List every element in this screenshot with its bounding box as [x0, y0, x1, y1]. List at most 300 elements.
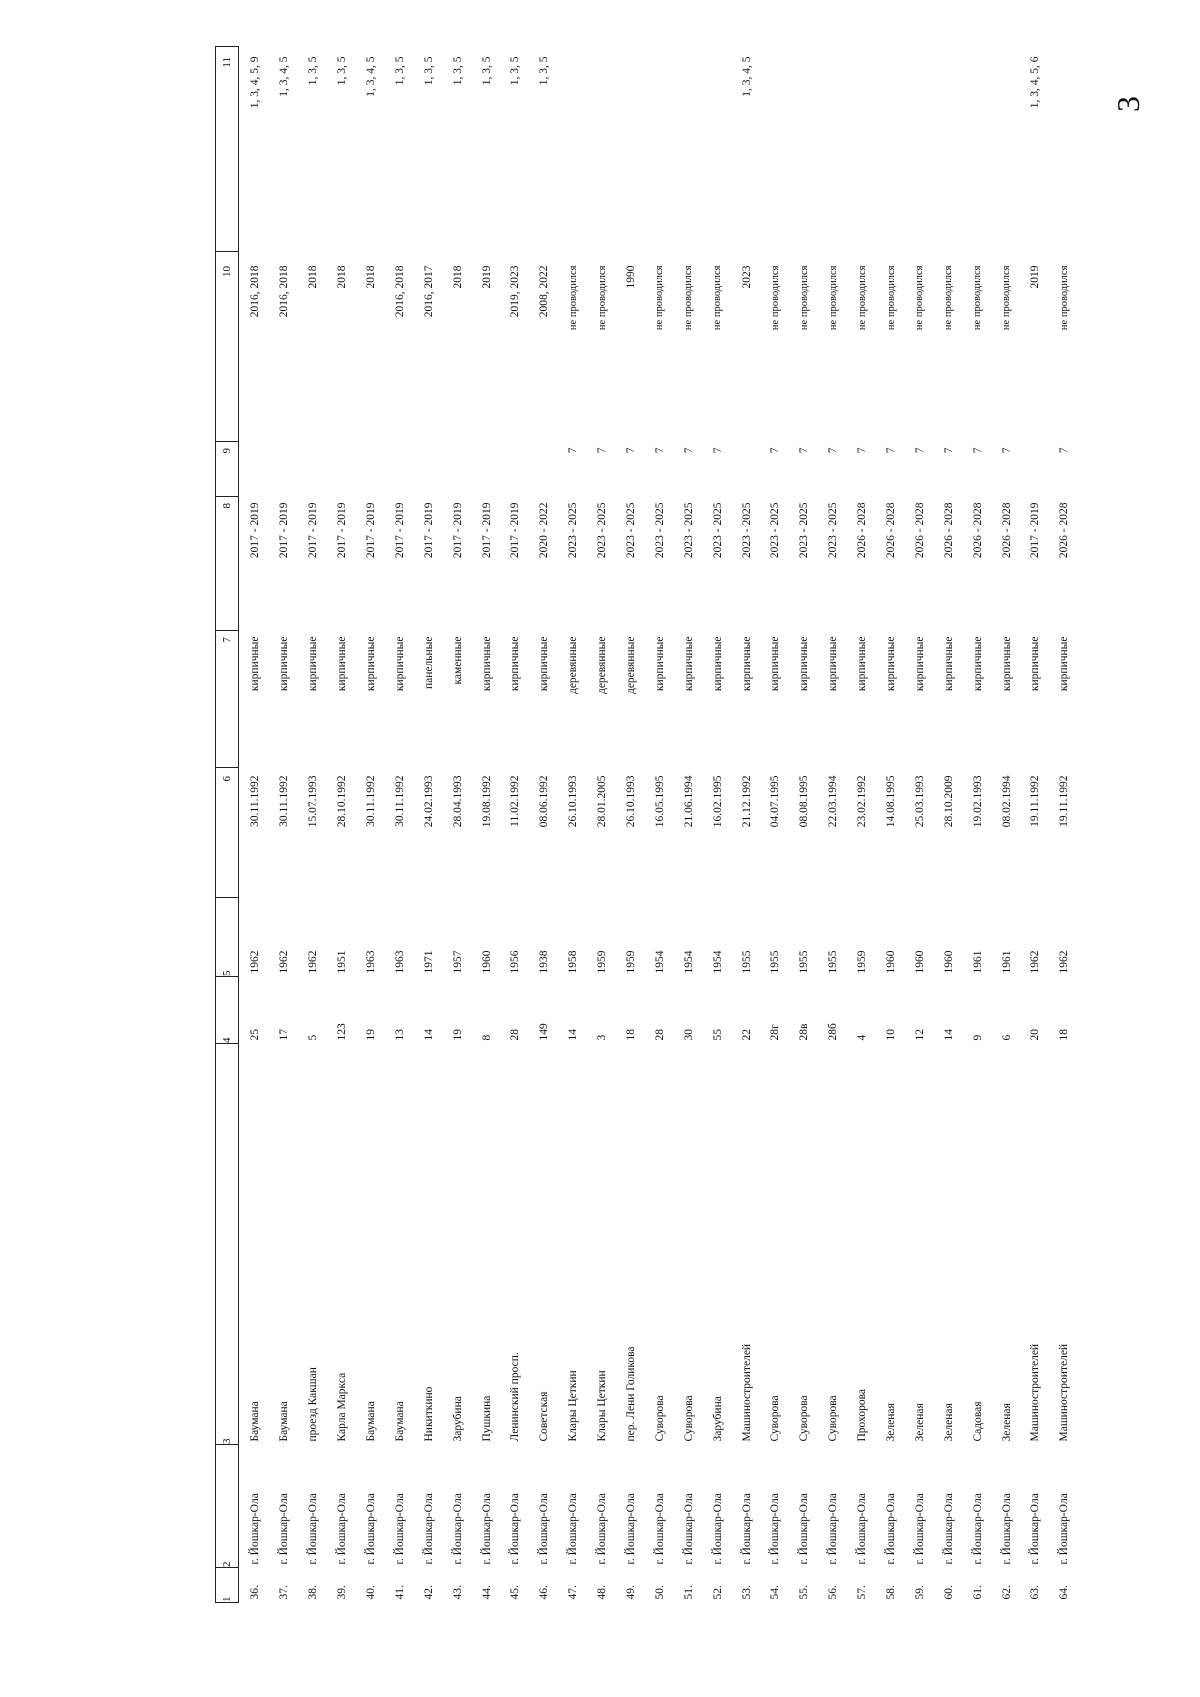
- cell-col-2: г. Йошкар-Ола: [422, 1493, 435, 1565]
- housing-table: [215, 46, 1079, 1603]
- cell-col-7: кирпичные: [682, 636, 695, 692]
- rotated-table-container: [215, 56, 1071, 1603]
- cell-col-2: г. Йошкар-Ола: [682, 1493, 695, 1565]
- cell-col-3: Зарубина: [451, 1396, 464, 1442]
- cell-col-11: 1, 3, 5: [538, 56, 551, 86]
- cell-col-6: 19.02.1993: [971, 775, 984, 828]
- column-header-3: 3: [216, 1044, 239, 1445]
- cell-col-2: г. Йошкар-Ола: [885, 1493, 898, 1565]
- cell-col-8: 2026 - 2028: [942, 502, 955, 559]
- cell-col-8: 2023 - 2025: [798, 502, 811, 559]
- cell-col-1: 61.: [971, 1585, 984, 1600]
- column-header-11: 11: [216, 47, 239, 252]
- cell-col-8: 2017 - 2019: [451, 502, 464, 559]
- cell-col-9: [414, 442, 443, 497]
- cell-col-9: 7: [711, 447, 724, 454]
- cell-col-5: 1963: [393, 950, 406, 974]
- cell-col-9: 7: [798, 447, 811, 454]
- cell-col-9: 7: [653, 447, 666, 454]
- cell-col-5: 1963: [365, 950, 377, 974]
- cell-col-9: [270, 442, 299, 497]
- cell-col-2: г. Йошкар-Ола: [307, 1493, 320, 1565]
- cell-col-7: кирпичные: [856, 636, 869, 692]
- header-row: [216, 47, 239, 1603]
- cell-col-3: Суворова: [827, 1395, 840, 1442]
- table-row: [530, 47, 559, 1603]
- cell-col-8: 2023 - 2025: [596, 502, 609, 559]
- cell-col-4: 13: [393, 1029, 406, 1041]
- cell-col-10: 1990: [625, 265, 638, 289]
- cell-col-2: г. Йошкар-Ола: [451, 1493, 464, 1565]
- table-row: [357, 47, 386, 1603]
- cell-col-1: 42.: [422, 1585, 435, 1600]
- cell-col-4: 14: [567, 1029, 580, 1041]
- cell-col-10: не проводился: [914, 265, 926, 331]
- cell-col-3: Суворова: [653, 1395, 666, 1442]
- cell-col-5: 1956: [509, 950, 522, 974]
- cell-col-7: кирпичные: [971, 636, 984, 692]
- cell-col-11: [963, 47, 992, 252]
- cell-col-10: не проводился: [856, 265, 868, 331]
- cell-col-7: кирпичные: [509, 636, 522, 692]
- cell-col-1: 63.: [1029, 1585, 1042, 1600]
- cell-col-1: 50.: [653, 1585, 666, 1600]
- cell-col-9: [357, 442, 386, 497]
- table-row: [299, 47, 328, 1603]
- cell-col-4: 17: [278, 1029, 291, 1041]
- cell-col-1: 44.: [480, 1585, 493, 1600]
- cell-col-4: 28г: [769, 1024, 782, 1041]
- table-row: [559, 47, 588, 1603]
- table-row: [443, 47, 472, 1603]
- cell-col-10: 2016, 2018: [393, 265, 406, 318]
- cell-col-8: 2017 - 2019: [1029, 502, 1042, 559]
- cell-col-1: 43.: [451, 1585, 464, 1600]
- cell-col-2: г. Йошкар-Ола: [798, 1493, 811, 1565]
- cell-col-11: [848, 47, 877, 252]
- cell-col-6: 30.11.1992: [393, 775, 406, 827]
- cell-col-6: 21.12.1992: [740, 775, 753, 828]
- cell-col-8: 2017 - 2019: [336, 502, 349, 559]
- cell-col-10: 2023: [740, 265, 753, 289]
- cell-col-1: 39.: [336, 1585, 349, 1600]
- cell-col-3: Суворова: [798, 1395, 811, 1442]
- cell-col-9: [385, 442, 414, 497]
- cell-col-6: 16.05.1995: [653, 775, 666, 828]
- cell-col-11: [905, 47, 934, 252]
- cell-col-10: 2018: [365, 265, 377, 289]
- table-row: [501, 47, 530, 1603]
- cell-col-8: 2023 - 2025: [653, 502, 666, 559]
- cell-col-8: 2023 - 2025: [567, 502, 580, 559]
- cell-col-5: 1961: [1000, 950, 1013, 974]
- column-header-6: 6: [216, 768, 239, 898]
- cell-col-6: 26.10.1993: [567, 775, 580, 828]
- cell-col-4: 12: [913, 1029, 926, 1041]
- cell-col-2: г. Йошкар-Ола: [827, 1493, 840, 1565]
- cell-col-4: 28: [509, 1029, 522, 1041]
- cell-col-3: Карла Маркса: [336, 1372, 349, 1442]
- cell-col-9: 7: [913, 447, 926, 454]
- cell-col-6: 16.02.1995: [711, 775, 724, 828]
- cell-col-1: 56.: [827, 1585, 840, 1600]
- cell-col-11: [559, 47, 588, 252]
- cell-col-8: 2023 - 2025: [740, 502, 753, 559]
- cell-col-8: 2017 - 2019: [509, 502, 522, 559]
- cell-col-5: 1962: [1058, 950, 1071, 974]
- page-number: 3: [1110, 96, 1146, 112]
- table-header: [216, 47, 239, 1603]
- cell-col-4: 30: [682, 1029, 695, 1041]
- cell-col-11: [992, 47, 1021, 252]
- cell-col-1: 41.: [393, 1585, 406, 1600]
- cell-col-7: кирпичные: [1000, 636, 1013, 692]
- cell-col-6: 23.02.1992: [856, 775, 869, 828]
- cell-col-2: г. Йошкар-Ола: [1029, 1493, 1042, 1565]
- cell-col-5: 1955: [827, 950, 840, 974]
- cell-col-4: 22: [740, 1029, 753, 1041]
- cell-col-7: кирпичные: [798, 636, 811, 692]
- cell-col-3: Суворова: [682, 1395, 695, 1442]
- table-row: [934, 47, 963, 1603]
- cell-col-4: 149: [538, 1023, 551, 1041]
- cell-col-5: 1960: [885, 950, 898, 974]
- cell-col-5: 1961: [971, 950, 984, 974]
- cell-col-5: 1955: [740, 950, 753, 974]
- table-row: [328, 47, 357, 1603]
- cell-col-3: Зарубина: [711, 1396, 724, 1442]
- cell-col-3: Баумана: [393, 1401, 406, 1442]
- cell-col-7: кирпичные: [885, 636, 898, 692]
- cell-col-2: г. Йошкар-Ола: [971, 1493, 984, 1565]
- cell-col-8: 2020 - 2022: [538, 502, 551, 559]
- cell-col-8: 2023 - 2025: [769, 502, 782, 559]
- cell-col-8: 2023 - 2025: [711, 502, 724, 559]
- table-row: [963, 47, 992, 1603]
- cell-col-9: 7: [682, 447, 695, 454]
- cell-col-2: г. Йошкар-Ола: [769, 1493, 782, 1565]
- cell-col-5: 1957: [451, 950, 464, 974]
- cell-col-6: 21.06.1994: [682, 775, 695, 828]
- table-row: [1021, 47, 1050, 1603]
- cell-col-7: кирпичные: [769, 636, 782, 692]
- cell-col-7: кирпичные: [913, 636, 926, 692]
- cell-col-4: 5: [307, 1034, 320, 1041]
- cell-col-10: 2019, 2023: [509, 265, 522, 318]
- cell-col-11: [645, 47, 674, 252]
- cell-col-6: 25.03.1993: [913, 775, 926, 828]
- cell-col-2: г. Йошкар-Ола: [336, 1493, 349, 1565]
- column-header-7: 7: [216, 631, 239, 768]
- cell-col-2: г. Йошкар-Ола: [538, 1493, 551, 1565]
- cell-col-8: 2017 - 2019: [365, 502, 377, 559]
- cell-col-3: Клары Цеткин: [567, 1370, 580, 1442]
- cell-col-6: 08.02.1994: [1000, 775, 1013, 828]
- cell-col-8: 2023 - 2025: [625, 502, 638, 559]
- cell-col-7: каменные: [451, 636, 464, 685]
- table-row: [732, 47, 761, 1603]
- cell-col-9: [501, 442, 530, 497]
- cell-col-1: 54.: [769, 1585, 782, 1600]
- cell-col-4: 28: [653, 1029, 666, 1041]
- cell-col-5: 1960: [913, 950, 926, 974]
- cell-col-5: 1960: [942, 950, 955, 974]
- cell-col-2: г. Йошкар-Ола: [711, 1493, 724, 1565]
- cell-col-7: кирпичные: [307, 636, 320, 692]
- cell-col-1: 53.: [740, 1585, 753, 1600]
- column-header-9: 9: [216, 442, 239, 497]
- cell-col-4: 123: [336, 1023, 349, 1041]
- column-header-10: 10: [216, 252, 239, 442]
- cell-col-1: 64.: [1058, 1585, 1071, 1600]
- table-row: [790, 47, 819, 1603]
- cell-col-11: [674, 47, 703, 252]
- cell-col-4: 14: [942, 1029, 955, 1041]
- cell-col-10: 2018: [336, 265, 349, 289]
- cell-col-4: 55: [711, 1029, 724, 1041]
- cell-col-6: 30.11.1992: [278, 775, 291, 827]
- cell-col-10: не проводился: [683, 265, 695, 331]
- cell-col-5: 1962: [307, 950, 320, 974]
- cell-col-6: 28.10.2009: [942, 775, 955, 828]
- cell-col-1: 55.: [798, 1585, 811, 1600]
- table-row: [385, 47, 414, 1603]
- cell-col-3: Баумана: [278, 1401, 291, 1442]
- cell-col-6: 28.01.2005: [596, 775, 609, 828]
- cell-col-4: 28в: [798, 1023, 811, 1041]
- table-row: [588, 47, 617, 1603]
- table-row: [472, 47, 501, 1603]
- cell-col-3: пер. Лени Голикова: [625, 1346, 638, 1442]
- cell-col-9: 7: [625, 447, 638, 454]
- cell-col-11: [790, 47, 819, 252]
- cell-col-7: кирпичные: [278, 636, 291, 692]
- cell-col-8: 2026 - 2028: [1000, 502, 1013, 559]
- cell-col-5: 1960: [480, 950, 493, 974]
- cell-col-6: 26.10.1993: [625, 775, 638, 828]
- cell-col-11: 1, 3, 4, 5, 6: [1029, 56, 1042, 109]
- cell-col-10: не проводился: [712, 265, 724, 331]
- cell-col-11: [588, 47, 617, 252]
- cell-col-3: Баумана: [249, 1401, 262, 1442]
- cell-col-1: 49.: [625, 1585, 638, 1600]
- cell-col-1: 59.: [913, 1585, 926, 1600]
- cell-col-10: 2018: [307, 265, 320, 289]
- cell-col-4: 3: [596, 1034, 609, 1041]
- cell-col-2: г. Йошкар-Ола: [856, 1493, 869, 1565]
- cell-col-10: не проводился: [798, 265, 810, 331]
- cell-col-9: [1021, 442, 1050, 497]
- cell-col-4: 8: [480, 1034, 493, 1041]
- cell-col-5: 1954: [682, 950, 695, 974]
- cell-col-6: 11.02.1992: [509, 775, 522, 827]
- cell-col-4: 9: [971, 1034, 984, 1041]
- cell-col-11: [1050, 47, 1079, 252]
- cell-col-10: 2019: [480, 265, 493, 289]
- cell-col-9: 7: [856, 447, 869, 454]
- table-row: [270, 47, 299, 1603]
- cell-col-2: г. Йошкар-Ола: [393, 1493, 406, 1565]
- cell-col-8: 2017 - 2019: [393, 502, 406, 559]
- cell-col-1: 52.: [711, 1585, 724, 1600]
- cell-col-7: кирпичные: [653, 636, 666, 692]
- cell-col-5: 1971: [422, 950, 435, 974]
- cell-col-10: не проводился: [567, 265, 579, 331]
- cell-col-11: [877, 47, 906, 252]
- cell-col-6: 30.11.1992: [249, 775, 262, 827]
- table-row: [848, 47, 877, 1603]
- cell-col-1: 46.: [538, 1585, 551, 1600]
- cell-col-11: [934, 47, 963, 252]
- cell-col-4: 10: [885, 1029, 898, 1041]
- table-row: [645, 47, 674, 1603]
- cell-col-10: 2016, 2018: [249, 265, 262, 318]
- cell-col-7: деревянные: [567, 636, 580, 695]
- cell-col-7: кирпичные: [1058, 636, 1071, 692]
- cell-col-2: г. Йошкар-Ола: [913, 1493, 926, 1565]
- table-row: [414, 47, 443, 1603]
- cell-col-6: 28.10.1992: [336, 775, 349, 828]
- cell-col-1: 60.: [942, 1585, 955, 1600]
- cell-col-8: 2026 - 2028: [913, 502, 926, 559]
- table-row: [905, 47, 934, 1603]
- cell-col-1: 37.: [278, 1585, 291, 1600]
- cell-col-5: 1959: [625, 950, 638, 974]
- column-header-8: 8: [216, 497, 239, 631]
- cell-col-9: [328, 442, 357, 497]
- cell-col-3: Суворова: [769, 1395, 782, 1442]
- cell-col-3: Машиностроителей: [1029, 1343, 1042, 1442]
- cell-col-6: 08.08.1995: [798, 775, 811, 828]
- cell-col-3: Зеленая: [942, 1403, 955, 1442]
- cell-col-7: кирпичные: [942, 636, 955, 692]
- cell-col-4: 28б: [827, 1023, 840, 1041]
- table-row: [674, 47, 703, 1603]
- cell-col-8: 2017 - 2019: [480, 502, 493, 559]
- cell-col-4: 18: [625, 1029, 638, 1041]
- cell-col-11: [703, 47, 732, 252]
- cell-col-2: г. Йошкар-Ола: [942, 1493, 955, 1565]
- cell-col-3: Никиткино: [422, 1386, 435, 1442]
- cell-col-8: 2017 - 2019: [249, 502, 262, 559]
- cell-col-5: 1962: [278, 950, 291, 974]
- cell-col-4: 19: [365, 1029, 377, 1041]
- cell-col-10: не проводился: [769, 265, 781, 331]
- cell-col-10: 2019: [1029, 265, 1042, 289]
- cell-col-2: г. Йошкар-Ола: [567, 1493, 580, 1565]
- cell-col-1: 47.: [567, 1585, 580, 1600]
- table-row: [1050, 47, 1079, 1603]
- cell-col-10: не проводился: [827, 265, 839, 331]
- table-row: [819, 47, 848, 1603]
- cell-col-9: [530, 442, 559, 497]
- cell-col-6: 15.07.1993: [307, 775, 320, 828]
- cell-col-4: 14: [422, 1029, 435, 1041]
- cell-col-9: 7: [1058, 447, 1071, 454]
- table-row: [992, 47, 1021, 1603]
- cell-col-2: г. Йошкар-Ола: [740, 1493, 753, 1565]
- cell-col-10: не проводился: [943, 265, 955, 331]
- cell-col-8: 2026 - 2028: [971, 502, 984, 559]
- cell-col-9: [239, 442, 270, 497]
- cell-col-10: не проводился: [1001, 265, 1013, 331]
- cell-col-3: проезд Какшан: [307, 1367, 320, 1442]
- cell-col-8: 2023 - 2025: [682, 502, 695, 559]
- cell-col-1: 62.: [1000, 1585, 1013, 1600]
- cell-col-8: 2017 - 2019: [278, 502, 291, 559]
- cell-col-2: г. Йошкар-Ола: [509, 1493, 522, 1565]
- cell-col-3: Советская: [538, 1391, 551, 1442]
- cell-col-9: 7: [885, 447, 898, 454]
- cell-col-10: 2016, 2017: [422, 265, 435, 318]
- cell-col-5: 1954: [711, 950, 724, 974]
- cell-col-9: [472, 442, 501, 497]
- cell-col-3: Ленинский просп.: [509, 1352, 522, 1442]
- cell-col-5: 1962: [1029, 950, 1042, 974]
- cell-col-6: 04.07.1995: [769, 775, 782, 828]
- cell-col-8: 2017 - 2019: [422, 502, 435, 559]
- cell-col-10: не проводился: [654, 265, 666, 331]
- cell-col-10: 2018: [451, 265, 464, 289]
- cell-col-11: 1, 3, 5: [422, 56, 435, 86]
- cell-col-11: [819, 47, 848, 252]
- cell-col-4: 6: [1000, 1034, 1013, 1041]
- cell-col-4: 19: [451, 1029, 464, 1041]
- cell-col-10: не проводился: [1058, 265, 1070, 331]
- cell-col-2: г. Йошкар-Ола: [1058, 1493, 1071, 1565]
- cell-col-6: 19.11.1992: [1029, 775, 1042, 827]
- cell-col-9: 7: [827, 447, 840, 454]
- cell-col-7: кирпичные: [336, 636, 349, 692]
- cell-col-11: 1, 3, 5: [336, 56, 349, 86]
- cell-col-2: г. Йошкар-Ола: [480, 1493, 493, 1565]
- cell-col-5: 1938: [538, 950, 551, 974]
- cell-col-4: 4: [856, 1034, 869, 1041]
- table-row: [761, 47, 790, 1603]
- cell-col-3: Клары Цеткин: [596, 1370, 609, 1442]
- cell-col-9: [299, 442, 328, 497]
- cell-col-6: 24.02.1993: [422, 775, 435, 828]
- cell-col-11: [761, 47, 790, 252]
- cell-col-10: 2016, 2018: [278, 265, 291, 318]
- cell-col-9: 7: [1000, 447, 1013, 454]
- cell-col-1: 57.: [856, 1585, 869, 1600]
- cell-col-6: 08.06.1992: [538, 775, 551, 828]
- cell-col-5: 1959: [856, 950, 869, 974]
- cell-col-2: г. Йошкар-Ола: [1000, 1493, 1013, 1565]
- column-header-1: 1: [216, 1568, 239, 1603]
- cell-col-3: Пушкина: [480, 1395, 493, 1442]
- cell-col-11: 1, 3, 5: [393, 56, 406, 86]
- cell-col-11: 1, 3, 4, 5: [365, 56, 377, 97]
- cell-col-6: 22.03.1994: [827, 775, 840, 828]
- column-header-2: 2: [216, 1445, 239, 1568]
- cell-col-9: [732, 442, 761, 497]
- cell-col-9: 7: [942, 447, 955, 454]
- cell-col-10: не проводился: [885, 265, 897, 331]
- cell-col-11: 1, 3, 4, 5, 9: [249, 56, 262, 109]
- cell-col-1: 40.: [365, 1585, 377, 1600]
- table-row: [703, 47, 732, 1603]
- cell-col-5: 1962: [249, 950, 262, 974]
- cell-col-6: 19.11.1992: [1058, 775, 1071, 827]
- cell-col-10: не проводился: [596, 265, 608, 331]
- cell-col-3: Баумана: [365, 1401, 377, 1442]
- cell-col-7: панельные: [422, 636, 435, 689]
- cell-col-1: 36.: [249, 1585, 262, 1600]
- cell-col-6: 14.08.1995: [885, 775, 898, 828]
- cell-col-3: Прохорова: [856, 1389, 869, 1442]
